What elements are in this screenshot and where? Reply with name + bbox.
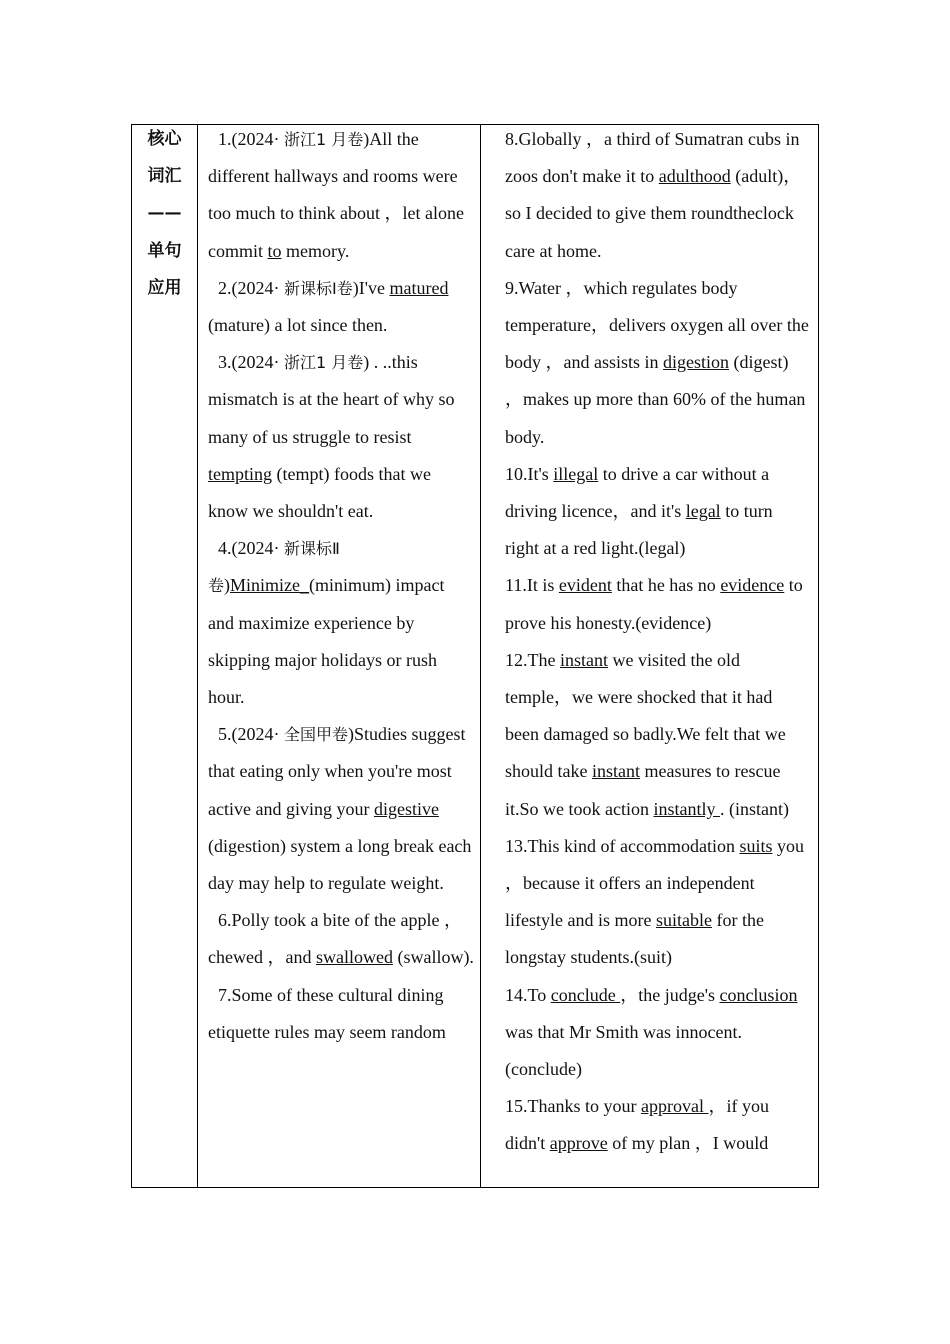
answer-blank: approve	[549, 1133, 608, 1154]
source-label: 新课标Ⅱ卷	[208, 539, 340, 596]
source-label: 新课标Ⅰ卷	[284, 278, 353, 298]
answer-blank: instant	[592, 761, 640, 782]
item-text: ，if you didn't	[505, 1096, 769, 1154]
exercise-item	[208, 125, 474, 270]
item-text: 15.Thanks to your	[505, 1096, 641, 1117]
item-text: )Studies suggest that eating only when you're most active and giving your	[208, 724, 466, 819]
item-text: was that Mr Smith was innocent.(conclude)	[505, 1021, 742, 1080]
answer-blank: conclude	[550, 984, 621, 1005]
item-text: 8.Globally ，a third of Sumatran cubs in zoos don't make it to	[505, 129, 800, 187]
item-text: (swallow).	[392, 947, 474, 968]
item-text: 7.Some of these cultural dining etiquette rules may seem random	[208, 984, 446, 1042]
item-text: 13.This kind of accommodation	[505, 835, 740, 856]
answer-blank: adulthood	[658, 166, 731, 187]
left-items-column	[198, 125, 481, 1187]
item-text: you ，because it offers an independent lifestyle and is more	[505, 835, 804, 931]
item-text: (tempt) foods that we know we shouldn't eat.	[208, 463, 431, 522]
category-line: 词汇	[147, 166, 182, 187]
answer-blank: suits	[739, 835, 773, 856]
item-text: 1.(2024·	[218, 129, 284, 149]
item-text: that he has no	[611, 575, 721, 596]
item-text: . (instant)	[719, 798, 789, 819]
answer-blank: matured	[389, 277, 449, 298]
item-text: )All the different hallways and rooms were too much to think about ，let alone commit	[208, 129, 464, 261]
item-text: (digestion) system a long break each day may help to regulate weight.	[208, 835, 472, 894]
item-text: (adult)，so I decided to give them roundtheclock care at home.	[505, 166, 802, 261]
exercise-item	[208, 977, 474, 1051]
exercise-item	[208, 530, 474, 716]
category-column	[132, 125, 198, 1187]
answer-blank: Minimize_	[230, 575, 310, 596]
item-text: )I've	[352, 277, 390, 298]
answer-blank: instantly	[653, 798, 720, 819]
item-text: 12.The	[505, 649, 560, 670]
answer-blank: conclusion	[719, 984, 798, 1005]
item-text: )	[224, 575, 231, 596]
exercise-item	[208, 902, 474, 976]
answer-blank: suitable	[655, 910, 712, 931]
answer-blank: digestive	[373, 798, 439, 819]
item-text: memory.	[281, 240, 350, 261]
item-text: (minimum) impact and maximize experience by skipping major holidays or rush hour.	[208, 575, 445, 708]
exercise-item	[208, 716, 474, 902]
item-text: for the longstay students.(suit)	[505, 910, 764, 968]
item-text: 11.It is	[505, 575, 559, 596]
exercise-item	[505, 1088, 810, 1162]
answer-blank: digestion	[663, 352, 730, 373]
exercise-item	[505, 567, 810, 641]
exercise-item	[505, 828, 810, 977]
category-line: 应用	[147, 277, 182, 298]
answer-blank: instant	[559, 649, 608, 670]
category-line: ——	[147, 203, 182, 224]
answer-blank: approval	[640, 1096, 709, 1117]
category-label	[132, 125, 197, 307]
item-text: 2.(2024·	[218, 277, 284, 298]
item-text: (digest) ，makes up more than 60% of the human body.	[505, 352, 806, 447]
exercise-item	[505, 642, 810, 828]
category-line: 核心	[147, 129, 182, 149]
item-text: 14.To	[505, 984, 551, 1005]
source-label: 浙江1 月卷	[284, 353, 364, 373]
source-label: 浙江1 月卷	[284, 130, 364, 149]
item-text: 5.(2024·	[218, 724, 284, 745]
exercise-item	[208, 344, 474, 530]
exercise-item	[505, 270, 810, 456]
item-text: to turn right at a red light.(legal)	[505, 501, 773, 559]
item-text: 4.(2024·	[218, 538, 284, 559]
exercise-item	[505, 456, 810, 568]
exercise-item	[505, 125, 810, 270]
item-text: 3.(2024·	[218, 352, 284, 373]
item-text: 10.It's	[505, 463, 554, 484]
answer-blank: evident	[558, 575, 612, 596]
exercise-item	[505, 977, 810, 1089]
answer-blank: illegal	[553, 463, 599, 484]
answer-blank: to	[267, 240, 282, 261]
vocab-table	[131, 124, 819, 1188]
item-text: ，the judge's	[620, 984, 720, 1005]
item-text: 9.Water ，which regulates body temperature，delivers oxygen all over the body ，and assists in	[505, 277, 809, 373]
source-label: 全国甲卷	[284, 725, 349, 745]
item-text: (mature) a lot since then.	[208, 315, 388, 336]
item-text: measures to rescue it.So we took action	[505, 761, 781, 819]
category-line: 单句	[147, 240, 182, 261]
right-items-column	[481, 125, 818, 1187]
answer-blank: evidence	[720, 575, 785, 596]
item-text: ) . ..this mismatch is at the heart of why so many of us struggle to resist	[208, 352, 455, 447]
answer-blank: tempting	[208, 463, 272, 484]
item-text: of my plan ，I would	[607, 1133, 769, 1154]
answer-blank: legal	[685, 501, 721, 522]
exercise-item	[208, 270, 474, 344]
item-text: to drive a car without a driving licence，and it's	[505, 463, 770, 522]
answer-blank: swallowed	[315, 947, 393, 968]
item-text: we visited the old temple，we were shocked that it had been damaged so badly.We felt that we should take	[505, 649, 786, 782]
item-text: 6.Polly took a bite of the apple ，chewed ，and	[208, 910, 462, 968]
item-text: to prove his honesty.(evidence)	[505, 575, 803, 633]
